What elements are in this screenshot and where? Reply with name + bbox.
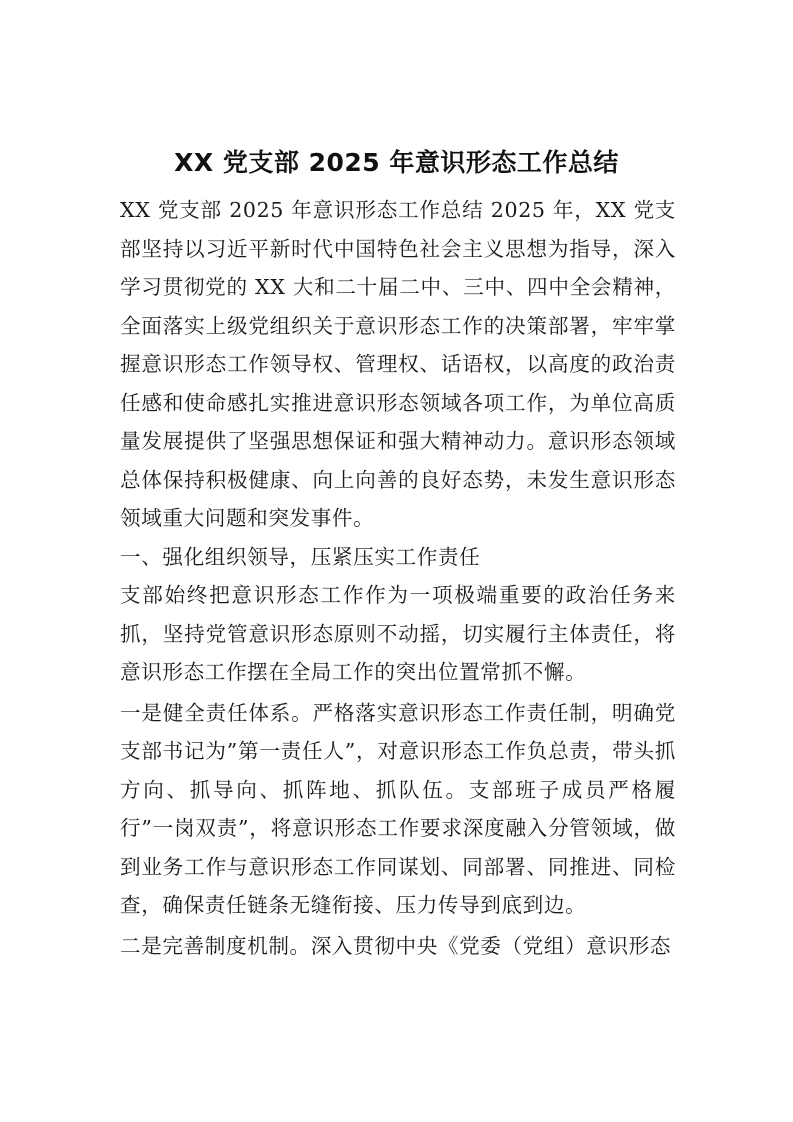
document-body <box>120 191 676 965</box>
section-heading-1: 一、强化组织领导，压紧压实工作责任 <box>120 544 481 569</box>
paragraph-intro: XX 党支部 2025 年意识形态工作总结 2025 年，XX 党支部坚持以习近平新时代中国特色社会主义思想为指导，深入学习贯彻党的 XX 大和二十届二中、三中、四中全会精神，全面落实上级党组织关于意识形态工作的决策部署，牢牢掌握意识形态工作领导权、管理权、话语权，以高度的政治责任感和使命感扎实推进意识形态领域各项工作，为单位高质量发展提供了坚强思想保证和强大精神动力。意识形态领域总体保持积极健康、向上向善的良好态势，未发生意识形态领域重大问题和突发事件。 <box>120 198 676 530</box>
document-title: XX 党支部 2025 年意识形态工作总结 <box>174 147 619 177</box>
paragraph-section-1: 支部始终把意识形态工作作为一项极端重要的政治任务来抓，坚持党管意识形态原则不动摇，切实履行主体责任，将意识形态工作摆在全局工作的突出位置常抓不懈。 <box>120 583 676 684</box>
paragraph-mechanism: 二是完善制度机制。深入贯彻中央《党委（党组）意识形态 <box>120 933 672 958</box>
paragraph-responsibility: 一是健全责任体系。严格落实意识形态工作责任制，明确党支部书记为”第一责任人”，对意识形态工作负总责，带头抓方向、抓导向、抓阵地、抓队伍。支部班子成员严格履行”一岗双责”，将意识形态工作要求深度融入分管领域，做到业务工作与意识形态工作同谋划、同部署、同推进、同检查，确保责任链条无缝衔接、压力传导到底到边。 <box>120 700 676 917</box>
